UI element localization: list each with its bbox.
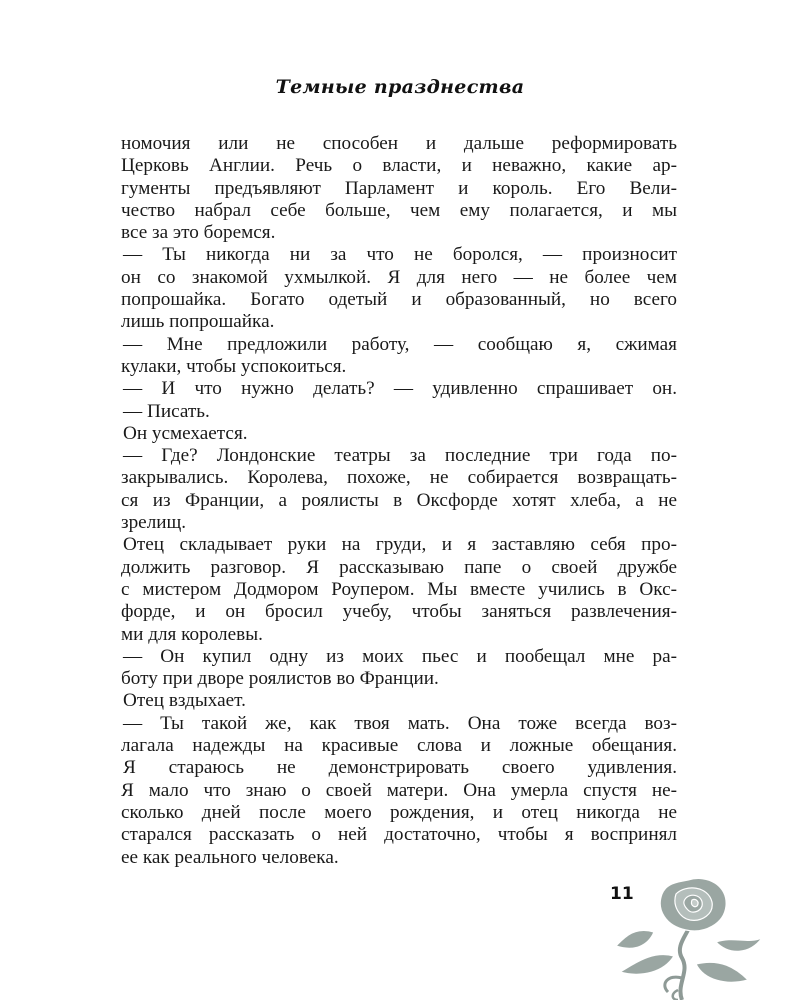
rose-ornament-icon <box>612 872 772 1000</box>
text-line: Я стараюсь не демонстрировать своего удивления. <box>123 757 677 779</box>
text-line: ся из Франции, а роялисты в Оксфорде хотят хлеба, а не <box>121 489 677 511</box>
text-line: все за это боремся. <box>121 222 276 244</box>
text-line: Отец вздыхает. <box>123 690 246 712</box>
text-line: — Мне предложили работу, — сообщаю я, сжимая <box>123 333 677 355</box>
text-line: лишь попрошайка. <box>121 311 275 333</box>
text-line: ее как реального человека. <box>121 846 339 868</box>
text-line: форде, и он бросил учебу, чтобы заняться развлечения- <box>121 601 677 623</box>
body-text <box>121 133 677 869</box>
text-line: он со знакомой ухмылкой. Я для него — не более чем <box>121 266 677 288</box>
text-line: кулаки, чтобы успокоиться. <box>121 355 347 377</box>
text-line: Церковь Англии. Речь о власти, и неважно, какие ар- <box>121 155 677 177</box>
text-line: зрелищ. <box>121 512 187 534</box>
text-line: должить разговор. Я рассказываю папе о своей дружбе <box>121 556 677 578</box>
text-line: Я мало что знаю о своей матери. Она умерла спустя не- <box>121 779 677 801</box>
running-header: Темные празднества <box>275 76 525 98</box>
text-line: лагала надежды на красивые слова и ложные обещания. <box>121 735 677 757</box>
text-line: Отец складывает руки на груди, и я заставляю себя про- <box>123 534 677 556</box>
text-line: боту при дворе роялистов во Франции. <box>121 668 439 690</box>
text-line: номочия или не способен и дальше реформировать <box>121 133 677 154</box>
text-line: Он усмехается. <box>123 422 248 444</box>
text-line: — Он купил одну из моих пьес и пообещал мне ра- <box>123 645 677 667</box>
text-line: попрошайка. Богато одетый и образованный, но всего <box>121 289 677 311</box>
text-line: — Где? Лондонские театры за последние три года по- <box>123 445 677 467</box>
text-line: — И что нужно делать? — удивленно спрашивает он. <box>123 378 677 400</box>
text-line: чество набрал себе больше, чем ему полагается, и мы <box>121 199 677 221</box>
text-line: закрывались. Королева, похоже, не собирается возвращать- <box>121 467 677 489</box>
text-line: с мистером Додмором Роупером. Мы вместе учились в Окс- <box>121 578 677 600</box>
text-line: — Ты такой же, как твоя мать. Она тоже всегда воз- <box>123 712 677 734</box>
page-number: 11 <box>610 884 634 904</box>
text-line: сколько дней после моего рождения, и отец никогда не <box>121 801 677 823</box>
text-line: — Ты никогда ни за что не боролся, — произносит <box>123 244 677 266</box>
text-line: ми для королевы. <box>121 623 263 645</box>
text-line: гументы предъявляют Парламент и король. Его Вели- <box>121 177 677 199</box>
text-line: старался рассказать о ней достаточно, чтобы я воспринял <box>121 824 677 846</box>
text-line: — Писать. <box>123 400 210 422</box>
